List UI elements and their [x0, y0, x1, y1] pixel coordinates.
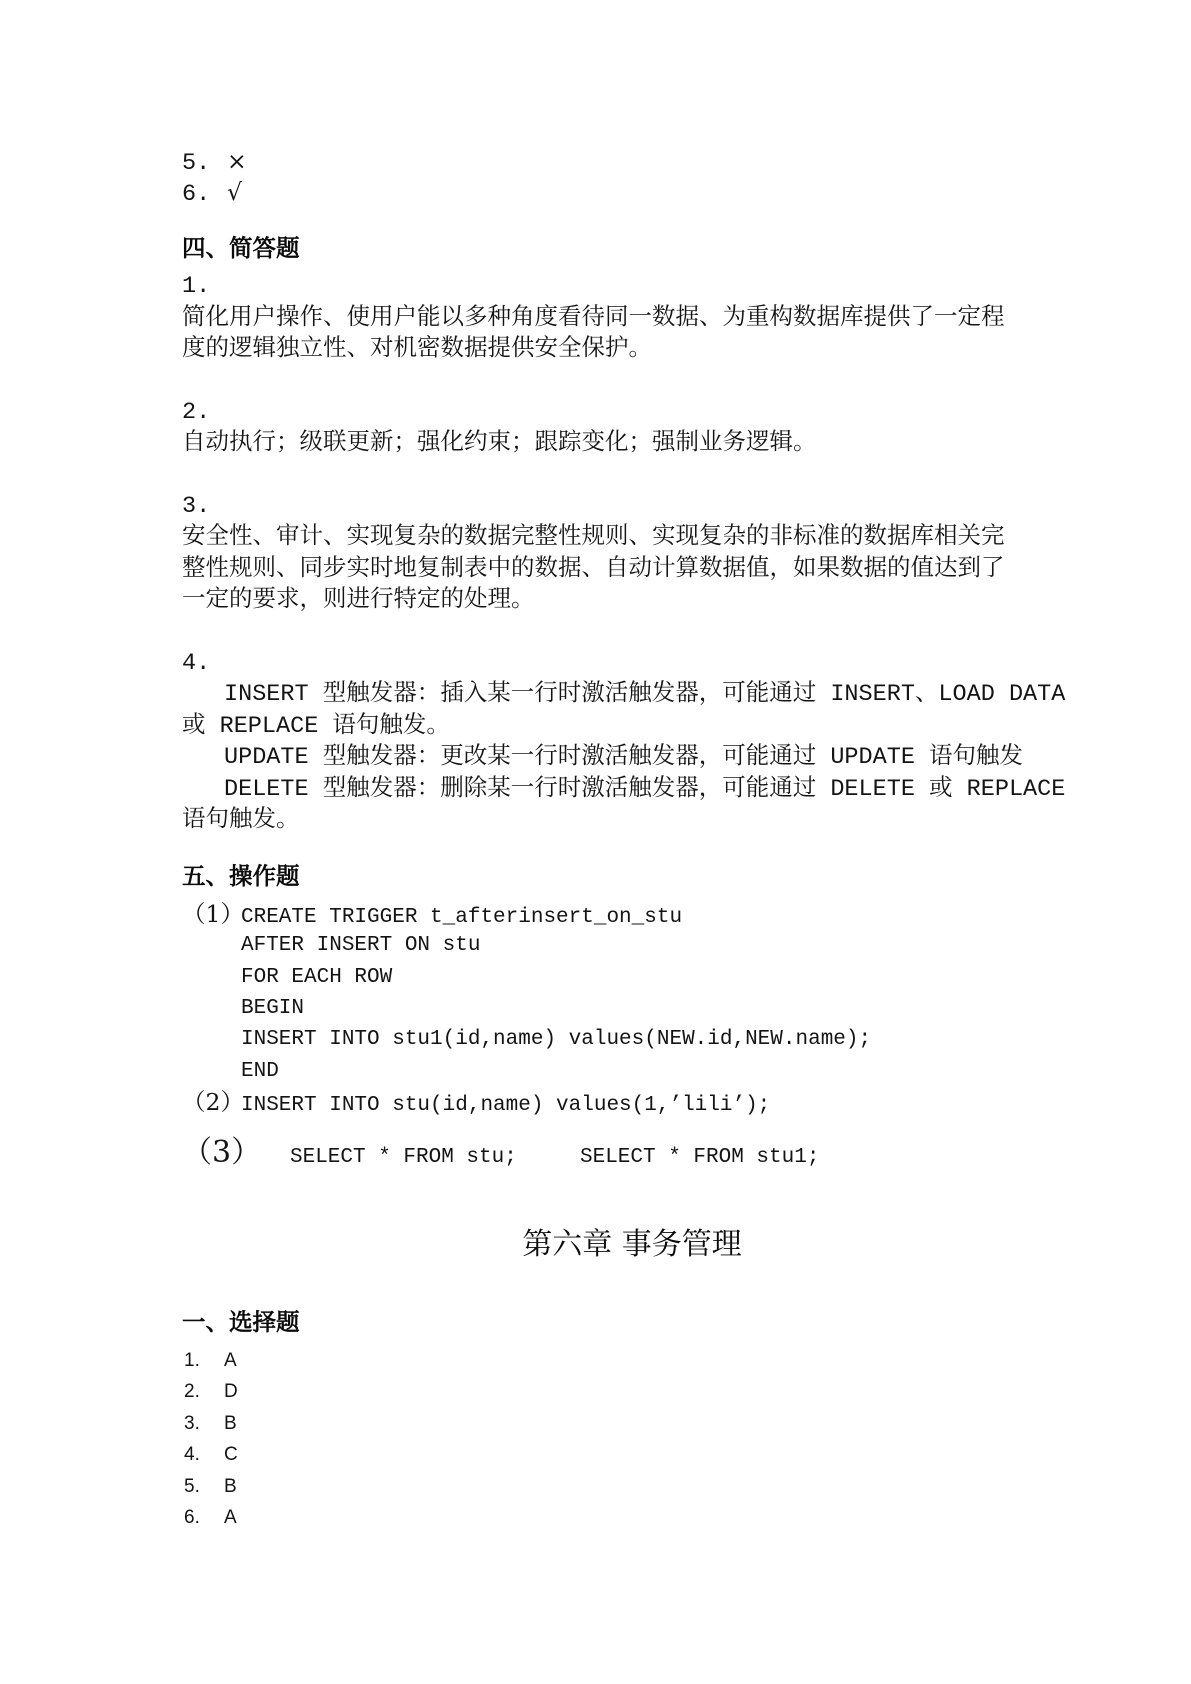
cross-mark: × [227, 147, 247, 175]
item-number: 4. [184, 1444, 200, 1466]
list-item [182, 1408, 1191, 1439]
list-item [182, 146, 1191, 177]
answer-line: UPDATE 型触发器：更改某一行时激活触发器，可能通过 UPDATE 语句触发 [224, 744, 1024, 772]
code-line: END [241, 1059, 279, 1083]
answer-line: 自动执行；级联更新；强化约束；跟踪变化；强制业务逻辑。 [182, 430, 817, 458]
judgment-answers [182, 146, 1191, 209]
answer-line: 语句触发。 [182, 806, 300, 834]
code-line [182, 1087, 1191, 1118]
answer-line: 度的逻辑独立性、对机密数据提供安全保护。 [182, 336, 652, 364]
item-number: 2. [184, 1381, 200, 1403]
question-label: （3） [182, 1134, 262, 1170]
answer-letter: C [224, 1444, 238, 1466]
query-answer [182, 1119, 1191, 1173]
answer-line: 或 REPLACE 语句触发。 [182, 712, 450, 740]
code-text: CREATE TRIGGER t_afterinsert_on_stu [241, 905, 683, 929]
item-number: 3. [184, 1412, 200, 1434]
answer-line: DELETE 型触发器：删除某一行时激活触发器，可能通过 DELETE 或 REPLACE [224, 775, 1066, 803]
question-label: （1） [182, 899, 244, 928]
short-answer-item [182, 365, 1191, 459]
answer-line: 简化用户操作、使用户能以多种角度看待同一数据、为重构数据库提供了一定程 [182, 304, 1005, 332]
answer-line: 整性规则、同步实时地复制表中的数据、自动计算数据值，如果数据的值达到了 [182, 555, 1005, 583]
answer-letter: A [224, 1349, 237, 1371]
code-text: SELECT * FROM stu1; [580, 1145, 820, 1169]
list-item [182, 1502, 1191, 1533]
code-line: AFTER INSERT ON stu [241, 934, 481, 958]
item-number: 2. [182, 398, 211, 426]
answer-letter: B [224, 1412, 237, 1434]
code-line: INSERT INTO stu1(id,name) values(NEW.id,NEW.name); [241, 1028, 872, 1052]
chapter-title: 第六章 事务管理 [522, 1226, 742, 1262]
item-number: 3. [182, 493, 211, 520]
item-number: 4. [182, 649, 211, 677]
answer-letter: B [224, 1475, 237, 1497]
item-number: 5. [184, 1475, 200, 1497]
short-answer-item [182, 617, 1191, 837]
list-item [182, 177, 1191, 208]
answer-line: INSERT 型触发器：插入某一行时激活触发器，可能通过 INSERT、LOAD DATA [224, 681, 1066, 709]
short-answer-item [182, 271, 1191, 365]
section-heading-choice: 一、选择题 [182, 1308, 300, 1336]
choice-answers-list [182, 1345, 1191, 1533]
item-number: 1. [182, 273, 211, 301]
item-number: 6. [182, 181, 211, 209]
answer-letter: D [224, 1381, 238, 1403]
code-text: INSERT INTO stu(id,name) values(1,’lili’); [241, 1094, 771, 1118]
answer-line: 一定的要求，则进行特定的处理。 [182, 587, 535, 615]
section-heading-operation: 五、操作题 [182, 861, 300, 890]
question-label: （2） [182, 1088, 244, 1117]
code-line: FOR EACH ROW [241, 965, 393, 989]
answer-line: 安全性、审计、实现复杂的数据完整性规则、实现复杂的非标准的数据库相关完 [182, 524, 1005, 552]
check-mark: √ [227, 178, 242, 207]
item-number: 6. [184, 1506, 200, 1528]
item-number: 1. [184, 1349, 200, 1371]
section-heading-short-answer: 四、简答题 [182, 234, 300, 263]
answer-letter: A [224, 1506, 237, 1528]
item-number: 5. [182, 150, 211, 177]
list-item [182, 1471, 1191, 1502]
code-answer [182, 899, 1191, 1119]
list-item [182, 1376, 1191, 1407]
list-item [182, 1345, 1191, 1376]
list-item [182, 1439, 1191, 1470]
short-answer-item [182, 460, 1191, 617]
code-line [182, 899, 1191, 930]
code-line: BEGIN [241, 996, 305, 1020]
code-text: SELECT * FROM stu; [290, 1145, 517, 1169]
